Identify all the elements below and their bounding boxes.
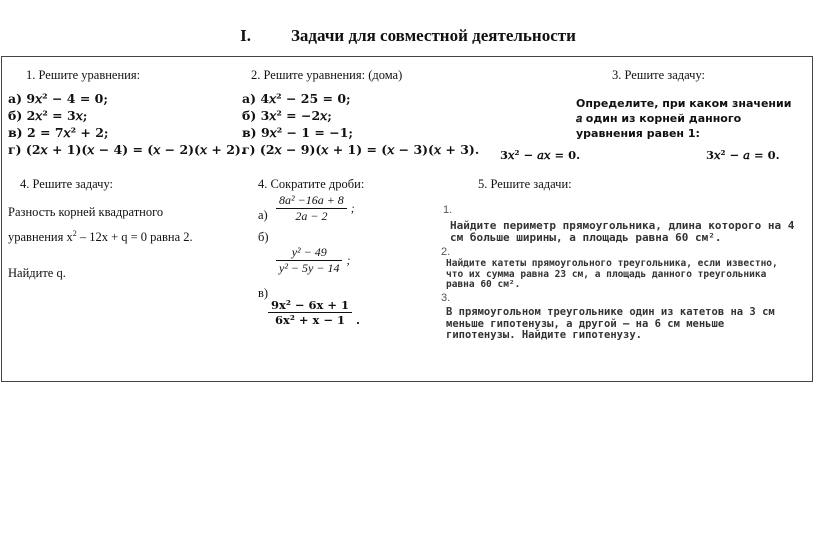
col2-item-c: в) 9𝑥² − 1 = −1; [242,125,354,140]
task4-line2-sup: 2 [72,229,77,238]
task5-problem-1: Найдите периметр прямоугольника, длина которого на 4 см больше ширины, а площадь равна 60 см². [450,219,795,244]
title-text: Задачи для совместной деятельности [290,26,576,45]
task5-p2-number: 2. [441,246,451,258]
col2-item-d: г) (2𝑥 − 9)(𝑥 + 1) = (𝑥 − 3)(𝑥 + 3). [242,142,480,157]
reduce-b-fraction [276,245,350,276]
task4-line2-post: – 12x + q = 0 равна 2. [76,230,193,245]
col1-item-c: в) 2 = 7𝑥² + 2; [8,125,109,140]
task5-p1-number: 1. [443,204,453,216]
task5-header: 5. Решите задачи: [478,177,572,191]
task4-line2-pre: уравнения x [8,230,73,245]
reduce-c-label: в) [258,286,269,300]
col1-item-b: б) 2𝑥² = 3𝑥; [8,108,88,123]
col3-text: Определите, при каком значении 𝑎 один из корней данного уравнения равен 1: [576,97,792,140]
reduce-a-denominator: 2a − 2 [295,209,328,223]
reduce-c-end: . [356,313,361,327]
col3-header: 3. Решите задачу: [612,68,706,82]
reduce-a-label: а) [258,208,268,222]
col2-item-b: б) 3𝑥² = −2𝑥; [242,108,332,123]
col1-header: 1. Решите уравнения: [26,68,141,82]
task5-problem-3: В прямоугольном треугольнике один из катетов на 3 см меньше гипотенузы, а другой — на 6 см меньше гипотенузы. Найдите гипотенузу. [446,306,775,341]
task5-p3-number: 3. [441,292,451,304]
col1-item-a: а) 9𝑥² − 4 = 0; [8,91,108,106]
reduce-c-denominator: 6x² + x − 1 [275,313,346,327]
task5-problem-2: Найдите катеты прямоугольного треугольника, если известно, что их сумма равна 23 см, а площадь данного треугольника равна 60 см². [446,258,778,290]
reduce-b-denominator: y² − 5y − 14 [279,261,340,275]
task4-header: 4. Решите задачу: [20,177,114,191]
reduce-c-fraction [268,298,360,327]
col1-item-d: г) (2𝑥 + 1)(𝑥 − 4) = (𝑥 − 2)(𝑥 + 2). [8,142,246,157]
col2-item-a: а) 4𝑥² − 25 = 0; [242,91,351,106]
title-number: I. [240,26,251,45]
col2-header: 2. Решите уравнения: (дома) [251,68,403,82]
task4-line2 [8,229,193,245]
col3-eq2: 3𝑥² − 𝑎 = 0. [706,148,780,162]
reduce-a-end: ; [350,201,355,215]
reduce-header: 4. Сократите дроби: [258,177,365,191]
task4-line3: Найдите q. [8,266,66,280]
reduce-c-numerator: 9x² − 6x + 1 [268,298,352,313]
reduce-b-numerator: y² − 49 [276,245,342,261]
col3-eq1: 3𝑥² − 𝑎𝑥 = 0. [500,148,581,162]
reduce-a-numerator: 8a² −16a + 8 [276,193,347,209]
reduce-a-fraction [276,193,355,224]
reduce-b-label: б) [258,230,269,244]
task4-line1: Разность корней квадратного [8,205,164,219]
page-title [0,26,816,46]
reduce-b-end: ; [346,253,351,267]
